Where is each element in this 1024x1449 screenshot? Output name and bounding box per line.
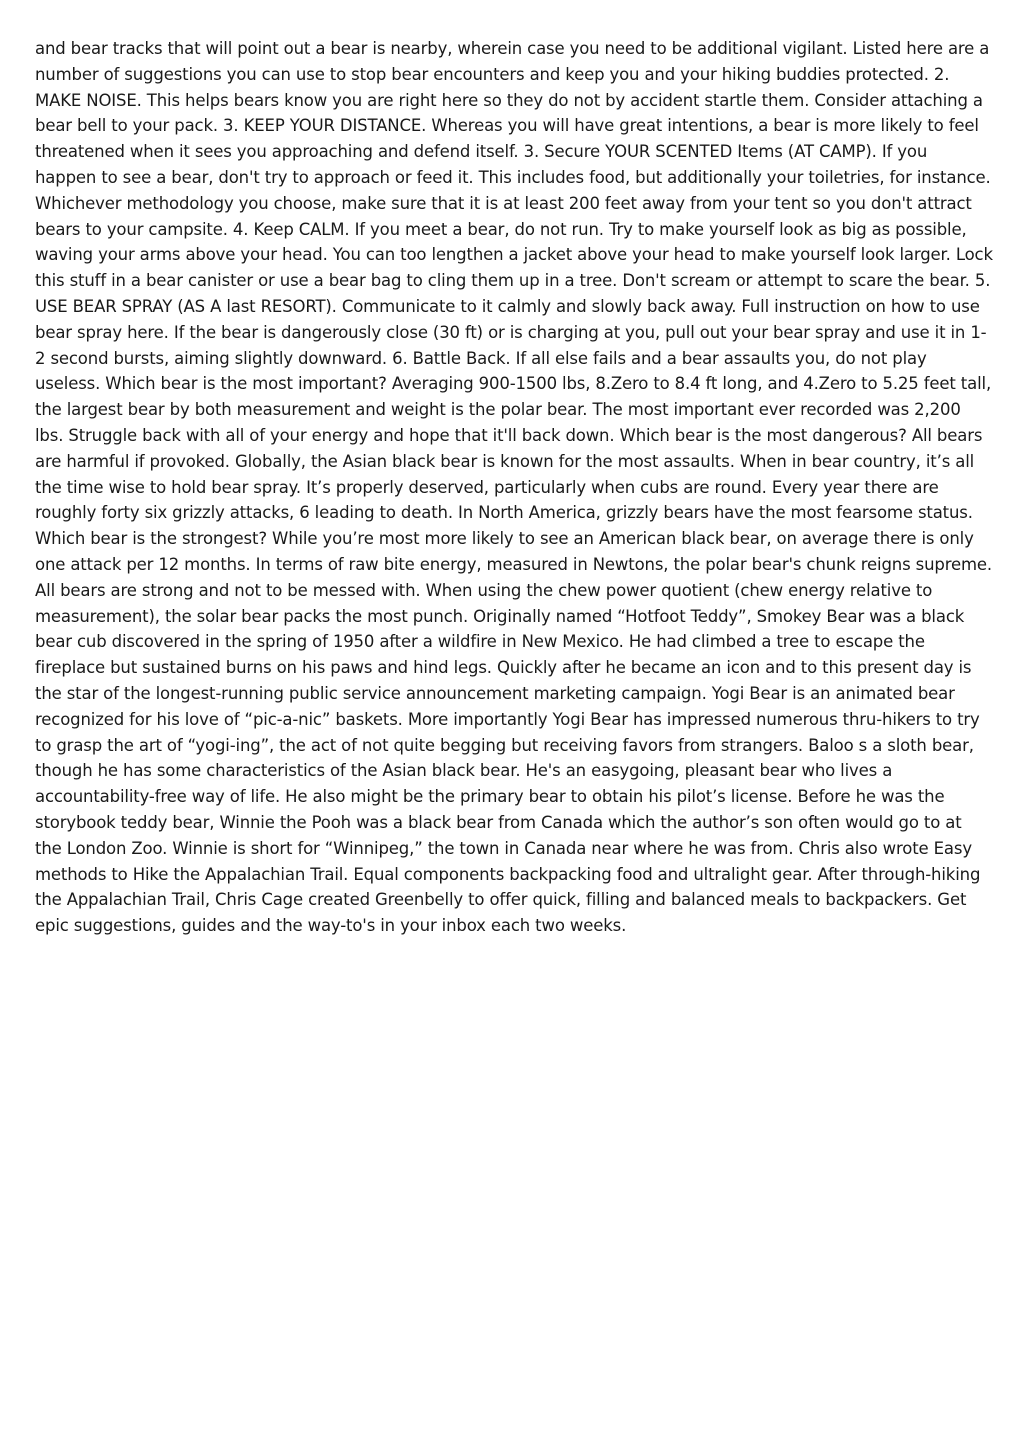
document-page	[35, 36, 993, 939]
body-paragraph: and bear tracks that will point out a bear is nearby, wherein case you need to be additional vigilant. Listed here are a number of suggestions you can use to stop bear encounters and keep you and your hiking buddies protected. 2. MAKE NOISE. This helps bears know you are right here so they do not by accident startle them. Consider attaching a bear bell to your pack. 3. KEEP YOUR DISTANCE. Whereas you will have great intentions, a bear is more likely to feel threatened when it sees you approaching and defend itself. 3. Secure YOUR SCENTED Items (AT CAMP). If you happen to see a bear, don't try to approach or feed it. This includes food, but additionally your toiletries, for instance. Whichever methodology you choose, make sure that it is at least 200 feet away from your tent so you don't attract bears to your campsite. 4. Keep CALM. If you meet a bear, do not run. Try to make yourself look as big as possible, waving your arms above your head. You can too lengthen a jacket above your head to make yourself look larger. Lock this stuff in a bear canister or use a bear bag to cling them up in a tree. Don't scream or attempt to scare the bear. 5. USE BEAR SPRAY (AS A last RESORT). Communicate to it calmly and slowly back away. Full instruction on how to use bear spray here. If the bear is dangerously close (30 ft) or is charging at you, pull out your bear spray and use it in 1-2 second bursts, aiming slightly downward. 6. Battle Back. If all else fails and a bear assaults you, do not play useless. Which bear is the most important? Averaging 900-1500 lbs, 8.Zero to 8.4 ft long, and 4.Zero to 5.25 feet tall, the largest bear by both measurement and weight is the polar bear. The most important ever recorded was 2,200 lbs. Struggle back with all of your energy and hope that it'll back down. Which bear is the most dangerous? All bears are harmful if provoked. Globally, the Asian black bear is known for the most assaults. When in bear country, it’s all the time wise to hold bear spray. It’s properly deserved, particularly when cubs are round. Every year there are roughly forty six grizzly attacks, 6 leading to death. In North America, grizzly bears have the most fearsome status. Which bear is the strongest? While you’re most more likely to see an American black bear, on average there is only one attack per 12 months. In terms of raw bite energy, measured in Newtons, the polar bear's chunk reigns supreme. All bears are strong and not to be messed with. When using the chew power quotient (chew energy relative to measurement), the solar bear packs the most punch. Originally named “Hotfoot Teddy”, Smokey Bear was a black bear cub discovered in the spring of 1950 after a wildfire in New Mexico. He had climbed a tree to escape the fireplace but sustained burns on his paws and hind legs. Quickly after he became an icon and to this present day is the star of the longest-running public service announcement marketing campaign. Yogi Bear is an animated bear recognized for his love of “pic-a-nic” baskets. More importantly Yogi Bear has impressed numerous thru-hikers to try to grasp the art of “yogi-ing”, the act of not quite begging but receiving favors from strangers. Baloo s a sloth bear, though he has some characteristics of the Asian black bear. He's an easygoing, pleasant bear who lives a accountability-free way of life. He also might be the primary bear to obtain his pilot’s license. Before he was the storybook teddy bear, Winnie the Pooh was a black bear from Canada which the author’s son often would go to at the London Zoo. Winnie is short for “Winnipeg,” the town in Canada near where he was from. Chris also wrote Easy methods to Hike the Appalachian Trail. Equal components backpacking food and ultralight gear. After through-hiking the Appalachian Trail, Chris Cage created Greenbelly to offer quick, filling and balanced meals to backpackers. Get epic suggestions, guides and the way-to's in your inbox each two weeks.	[35, 39, 993, 936]
